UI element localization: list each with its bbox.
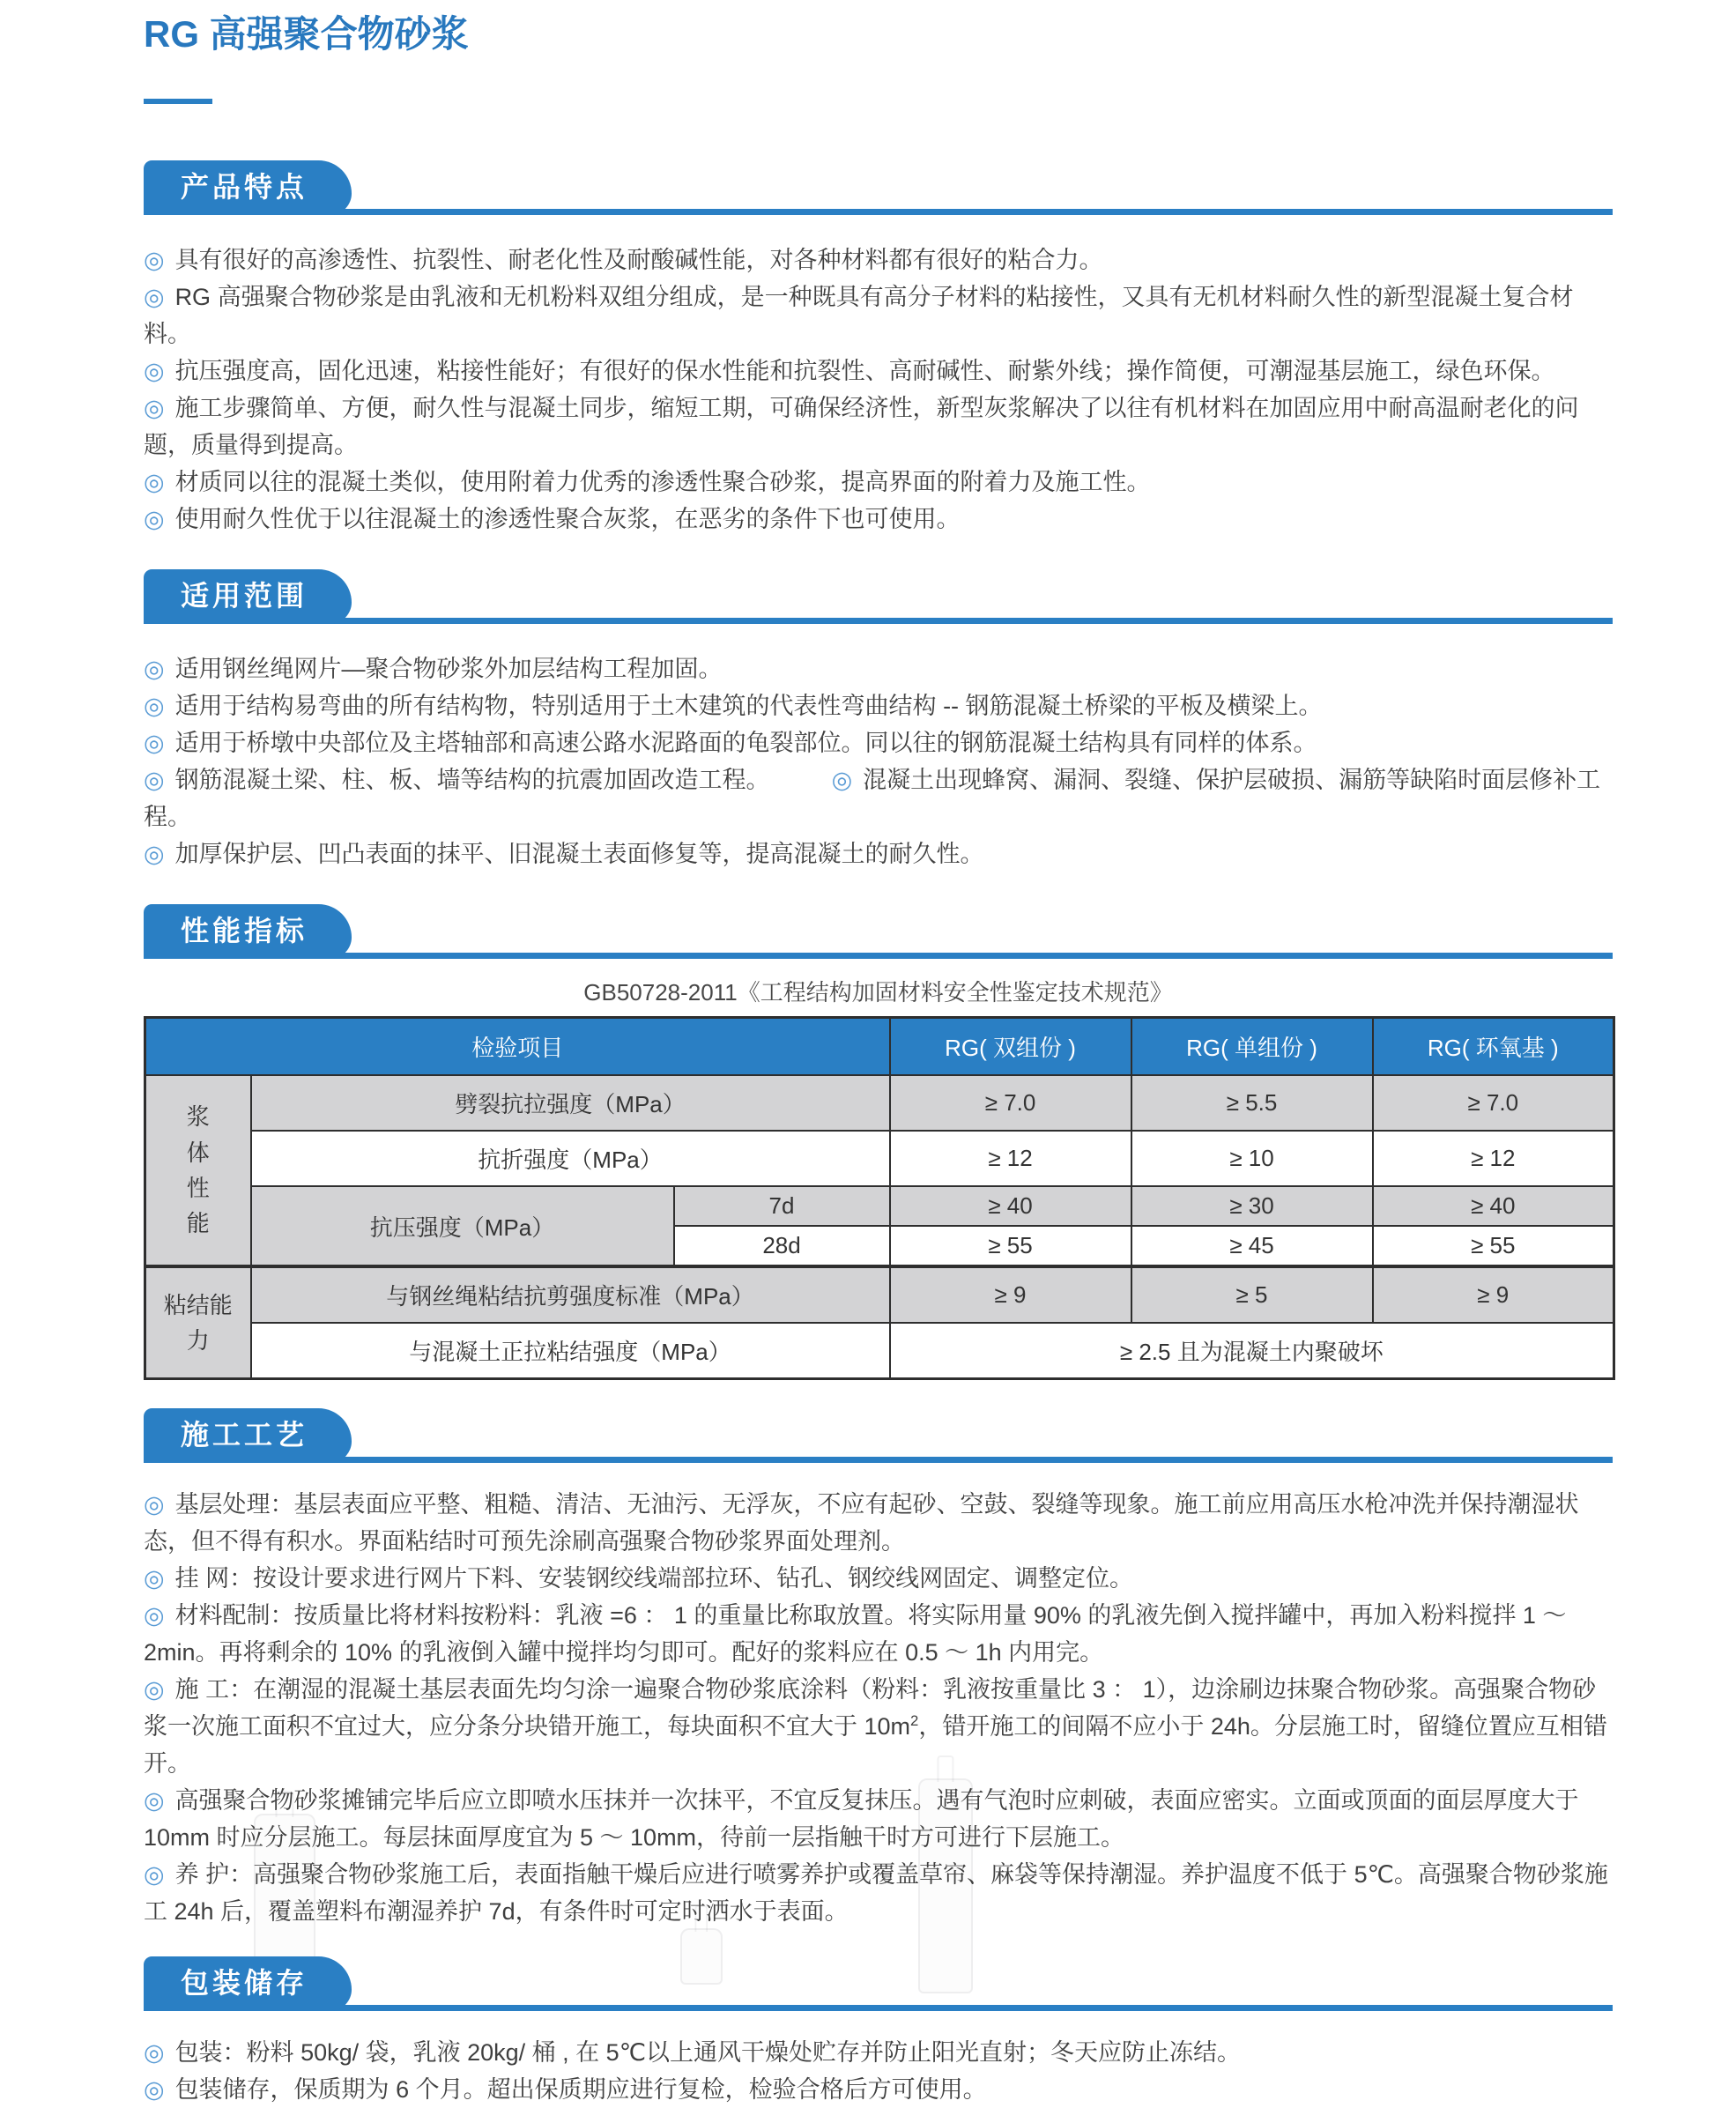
section-rule	[144, 618, 1613, 624]
section-tab-packaging: 包装储存	[144, 1956, 352, 2011]
section-header-packaging	[144, 1956, 1613, 2011]
scope-text: 适用于桥墩中央部位及主塔轴部和高速公路水泥路面的龟裂部位。同以往的钢筋混凝土结构具有同样的体系。	[174, 730, 1317, 756]
value-cell: ≥ 7.0	[1373, 1075, 1614, 1131]
table-row	[145, 1075, 1614, 1131]
ring-bullet-icon: ◎	[144, 730, 165, 756]
row-label-compressive: 抗压强度（MPa）	[251, 1186, 674, 1266]
list-item	[144, 1856, 1613, 1930]
ring-bullet-icon: ◎	[144, 1565, 165, 1592]
section-header-features	[144, 160, 1613, 215]
feature-text: 使用耐久性优于以往混凝土的渗透性聚合灰浆，在恶劣的条件下也可使用。	[174, 506, 961, 532]
value-cell: ≥ 55	[1373, 1226, 1614, 1266]
section-rule	[144, 953, 1613, 959]
ring-bullet-icon: ◎	[144, 358, 165, 384]
list-item	[144, 835, 1613, 872]
value-cell-merged: ≥ 2.5 且为混凝土内聚破坏	[890, 1323, 1614, 1379]
table-row	[145, 1131, 1614, 1186]
row-label: 与钢丝绳粘结抗剪强度标准（MPa）	[251, 1266, 890, 1323]
list-item	[144, 1486, 1613, 1560]
column-header-rg2: RG( 双组份 )	[890, 1018, 1131, 1076]
ring-bullet-icon: ◎	[144, 1861, 165, 1888]
section-header-process	[144, 1408, 1613, 1463]
value-cell: ≥ 55	[890, 1226, 1131, 1266]
section-tab-scope: 适用范围	[144, 569, 352, 624]
value-cell: ≥ 30	[1131, 1186, 1373, 1226]
list-item	[144, 1597, 1613, 1671]
group-label-bond: 粘结能力	[145, 1266, 251, 1379]
scope-text: 加厚保护层、凹凸表面的抹平、旧混凝土表面修复等，提高混凝土的耐久性。	[174, 841, 984, 867]
superscript: 2	[910, 1712, 919, 1729]
packaging-list	[144, 2034, 1613, 2108]
section-tab-features: 产品特点	[144, 160, 352, 215]
value-cell: ≥ 5	[1131, 1266, 1373, 1323]
ring-bullet-icon: ◎	[144, 693, 165, 719]
section-rule	[144, 1457, 1613, 1463]
feature-text: RG 高强聚合物砂浆是由乳液和无机粉料双组分组成，是一种既具有高分子材料的粘接性，又具有无机材料耐久性的新型混凝土复合材料。	[144, 284, 1574, 347]
title-underline	[144, 99, 212, 104]
value-cell: ≥ 40	[1373, 1186, 1614, 1226]
ring-bullet-icon: ◎	[144, 506, 165, 532]
ring-bullet-icon: ◎	[831, 767, 853, 793]
process-text: 挂 网：按设计要求进行网片下料、安装钢绞线端部拉环、钻孔、钢绞线网固定、调整定位。	[174, 1565, 1134, 1592]
ring-bullet-icon: ◎	[144, 2039, 165, 2066]
ring-bullet-icon: ◎	[144, 469, 165, 495]
page-title: RG 高强聚合物砂浆	[144, 13, 469, 55]
value-cell: ≥ 9	[890, 1266, 1131, 1323]
section-tab-process: 施工工艺	[144, 1408, 352, 1463]
process-text: 养 护：高强聚合物砂浆施工后，表面指触干燥后应进行喷雾养护或覆盖草帘、麻袋等保持潮湿。养护温度不低于 5℃。高强聚合物砂浆施工 24h 后，覆盖塑料布潮湿养护 7d，有条件时可定时洒水于表面。	[144, 1861, 1608, 1925]
feature-text: 施工步骤简单、方便，耐久性与混凝土同步，缩短工期，可确保经济性，新型灰浆解决了以往有机材料在加固应用中耐高温耐老化的问题，质量得到提高。	[144, 395, 1579, 458]
list-item-dual	[144, 761, 1613, 835]
ring-bullet-icon: ◎	[144, 395, 165, 421]
sub-label-7d: 7d	[674, 1186, 890, 1226]
ring-bullet-icon: ◎	[144, 841, 165, 867]
ring-bullet-icon: ◎	[144, 1491, 165, 1518]
ring-bullet-icon: ◎	[144, 2076, 165, 2103]
feature-text: 抗压强度高，固化迅速，粘接性能好；有很好的保水性能和抗裂性、高耐碱性、耐紫外线；操作简便，可潮湿基层施工，绿色环保。	[174, 358, 1555, 384]
ring-bullet-icon: ◎	[144, 1676, 165, 1703]
table-row	[145, 1266, 1614, 1323]
feature-text: 材质同以往的混凝土类似，使用附着力优秀的渗透性聚合砂浆，提高界面的附着力及施工性。	[174, 469, 1151, 495]
value-cell: ≥ 5.5	[1131, 1075, 1373, 1131]
sub-label-28d: 28d	[674, 1226, 890, 1266]
ring-bullet-icon: ◎	[144, 284, 165, 310]
value-cell: ≥ 9	[1373, 1266, 1614, 1323]
features-list	[144, 241, 1613, 538]
packaging-text: 包装：粉料 50kg/ 袋，乳液 20kg/ 桶 , 在 5℃以上通风干燥处贮存并防止阳光直射；冬天应防止冻结。	[174, 2039, 1242, 2066]
list-item	[144, 687, 1613, 724]
list-item	[144, 650, 1613, 687]
column-header-rge: RG( 环氧基 )	[1373, 1018, 1614, 1076]
performance-table	[144, 1016, 1615, 1380]
process-text: ，错开施工的间隔不应小于 24h。分层施工时，留缝位置应互相错开。	[144, 1713, 1607, 1777]
scope-text: 适用于结构易弯曲的所有结构物，特别适用于土木建筑的代表性弯曲结构 -- 钢筋混凝土桥梁的平板及横梁上。	[174, 693, 1323, 719]
section-tab-performance: 性能指标	[144, 904, 352, 959]
section-rule	[144, 2005, 1613, 2011]
value-cell: ≥ 12	[1373, 1131, 1614, 1186]
row-label: 劈裂抗拉强度（MPa）	[251, 1075, 890, 1131]
value-cell: ≥ 10	[1131, 1131, 1373, 1186]
scope-text: 适用钢丝绳网片—聚合物砂浆外加层结构工程加固。	[174, 656, 723, 682]
process-text: 高强聚合物砂浆摊铺完毕后应立即喷水压抹并一次抹平，不宜反复抹压。遇有气泡时应刺破，表面应密实。立面或顶面的面层厚度大于 10mm 时应分层施工。每层抹面厚度宜为 5 ～ 10mm，待前一层指触干时方可进行下层施工。	[144, 1787, 1579, 1851]
column-header-item: 检验项目	[145, 1018, 890, 1076]
column-header-rg1: RG( 单组份 )	[1131, 1018, 1373, 1076]
section-header-performance	[144, 904, 1613, 959]
list-item	[144, 278, 1613, 353]
scope-text: 混凝土出现蜂窝、漏洞、裂缝、保护层破损、漏筋等缺陷时面层修补工程。	[144, 767, 1601, 830]
process-text: 基层处理：基层表面应平整、粗糙、清洁、无油污、无浮灰，不应有起砂、空鼓、裂缝等现象。施工前应用高压水枪冲洗并保持潮湿状态，但不得有积水。界面粘结时可预先涂刷高强聚合物砂浆界面处理剂。	[144, 1491, 1579, 1555]
table-row	[145, 1323, 1614, 1379]
list-item	[144, 353, 1613, 390]
table-header-row	[145, 1018, 1614, 1076]
value-cell: ≥ 12	[890, 1131, 1131, 1186]
list-item	[144, 390, 1613, 464]
ring-bullet-icon: ◎	[144, 767, 165, 793]
table-caption: GB50728-2011《工程结构加固材料安全性鉴定技术规范》	[583, 979, 1173, 1006]
list-item	[144, 724, 1613, 761]
ring-bullet-icon: ◎	[144, 1787, 165, 1814]
section-header-scope	[144, 569, 1613, 624]
list-item	[144, 2034, 1613, 2071]
ring-bullet-icon: ◎	[144, 656, 165, 682]
value-cell: ≥ 45	[1131, 1226, 1373, 1266]
ring-bullet-icon: ◎	[144, 1602, 165, 1629]
section-rule	[144, 209, 1613, 215]
row-label: 抗折强度（MPa）	[251, 1131, 890, 1186]
list-item	[144, 1560, 1613, 1597]
list-item	[144, 501, 1613, 538]
list-item	[144, 241, 1613, 278]
value-cell: ≥ 40	[890, 1186, 1131, 1226]
process-text: 材料配制：按质量比将材料按粉料：乳液 =6 ： 1 的重量比称取放置。将实际用量 90% 的乳液先倒入搅拌罐中，再加入粉料搅拌 1 ～ 2min。再将剩余的 10% 的乳液倒入罐中搅拌均匀即可。配好的浆料应在 0.5 ～ 1h 内用完。	[144, 1602, 1567, 1666]
row-label: 与混凝土正拉粘结强度（MPa）	[251, 1323, 890, 1379]
group-label-slurry: 浆体性能	[145, 1075, 251, 1266]
packaging-text: 包装储存，保质期为 6 个月。超出保质期应进行复检，检验合格后方可使用。	[174, 2076, 987, 2103]
value-cell: ≥ 7.0	[890, 1075, 1131, 1131]
ring-bullet-icon: ◎	[144, 247, 165, 273]
scope-list	[144, 650, 1613, 872]
process-list	[144, 1486, 1613, 1930]
list-item	[144, 1671, 1613, 1782]
list-item	[144, 1782, 1613, 1856]
table-row	[145, 1186, 1614, 1226]
scope-text: 钢筋混凝土梁、柱、板、墙等结构的抗震加固改造工程。	[174, 767, 770, 793]
process-text: 施 工：在潮湿的混凝土基层表面先均匀涂一遍聚合物砂浆底涂料（粉料：乳液按重量比 3 ： 1），边涂刷边抹聚合物砂浆。高强聚合物砂浆一次施工面积不宜过大，应分条分块错开施工，每块面积不宜大于 10m	[144, 1676, 1597, 1740]
list-item	[144, 464, 1613, 501]
list-item	[144, 2071, 1613, 2108]
feature-text: 具有很好的高渗透性、抗裂性、耐老化性及耐酸碱性能，对各种材料都有很好的粘合力。	[174, 247, 1103, 273]
